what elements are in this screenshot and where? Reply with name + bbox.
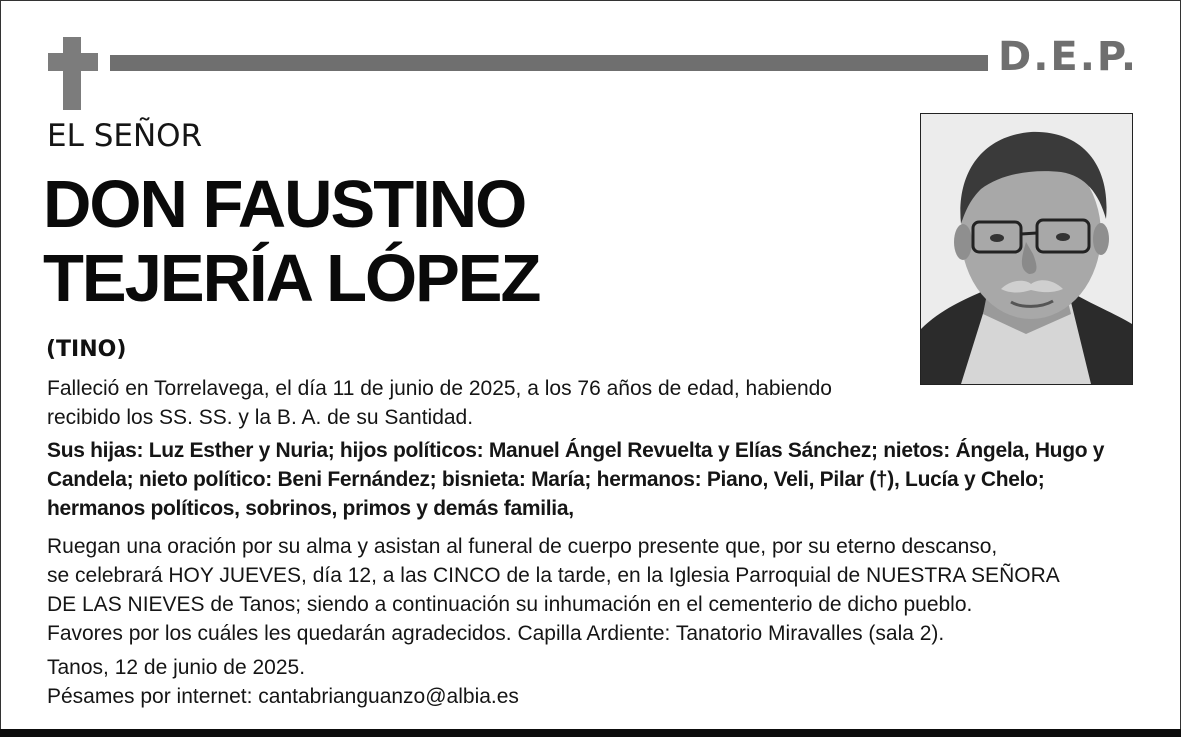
cross-icon <box>63 37 81 110</box>
death-notice-line: recibido los SS. SS. y la B. A. de su Santidad. <box>47 406 474 429</box>
funeral-details-line: Favores por los cuáles les quedarán agradecidos. Capilla Ardiente: Tanatorio Miravalles (sala 2). <box>47 622 945 645</box>
deceased-portrait <box>920 113 1133 385</box>
deceased-name-line1: DON FAUSTINO <box>43 167 526 242</box>
header-rule <box>110 55 988 71</box>
deceased-name <box>43 168 539 316</box>
funeral-details-line: Ruegan una oración por su alma y asistan al funeral de cuerpo presente que, por su eterno descanso, <box>47 535 998 558</box>
condolences-email: Pésames por internet: cantabrianguanzo@albia.es <box>47 685 519 708</box>
deceased-nickname: (TINO) <box>46 337 127 362</box>
death-notice-line: Falleció en Torrelavega, el día 11 de junio de 2025, a los 76 años de edad, habiendo <box>47 377 832 400</box>
deceased-name-line2: TEJERÍA LÓPEZ <box>43 241 540 316</box>
cross-icon-arm <box>48 53 98 71</box>
bottom-rule <box>0 729 1181 737</box>
family-list-line: hermanos políticos, sobrinos, primos y demás familia, <box>47 497 574 520</box>
place-date: Tanos, 12 de junio de 2025. <box>47 656 306 679</box>
closing <box>47 653 747 711</box>
funeral-details <box>47 532 1157 648</box>
family-list-line: Sus hijas: Luz Esther y Nuria; hijos políticos: Manuel Ángel Revuelta y Elías Sánchez; nietos: Ángela, Hugo y <box>47 439 1105 462</box>
funeral-details-line: se celebrará HOY JUEVES, día 12, a las CINCO de la tarde, en la Iglesia Parroquial de NUESTRA SEÑORA <box>47 564 1060 587</box>
family-list <box>47 436 1157 523</box>
intro-title: EL SEÑOR <box>47 118 203 154</box>
dep-label: D.E.P. <box>998 34 1139 80</box>
family-list-line: Candela; nieto político: Beni Fernández; bisnieta: María; hermanos: Piano, Veli, Pilar (†), Lucía y Chelo; <box>47 468 1045 491</box>
funeral-details-line: DE LAS NIEVES de Tanos; siendo a continuación su inhumación en el cementerio de dicho pueblo. <box>47 593 973 616</box>
portrait-image <box>921 114 1132 384</box>
death-notice <box>47 374 897 432</box>
